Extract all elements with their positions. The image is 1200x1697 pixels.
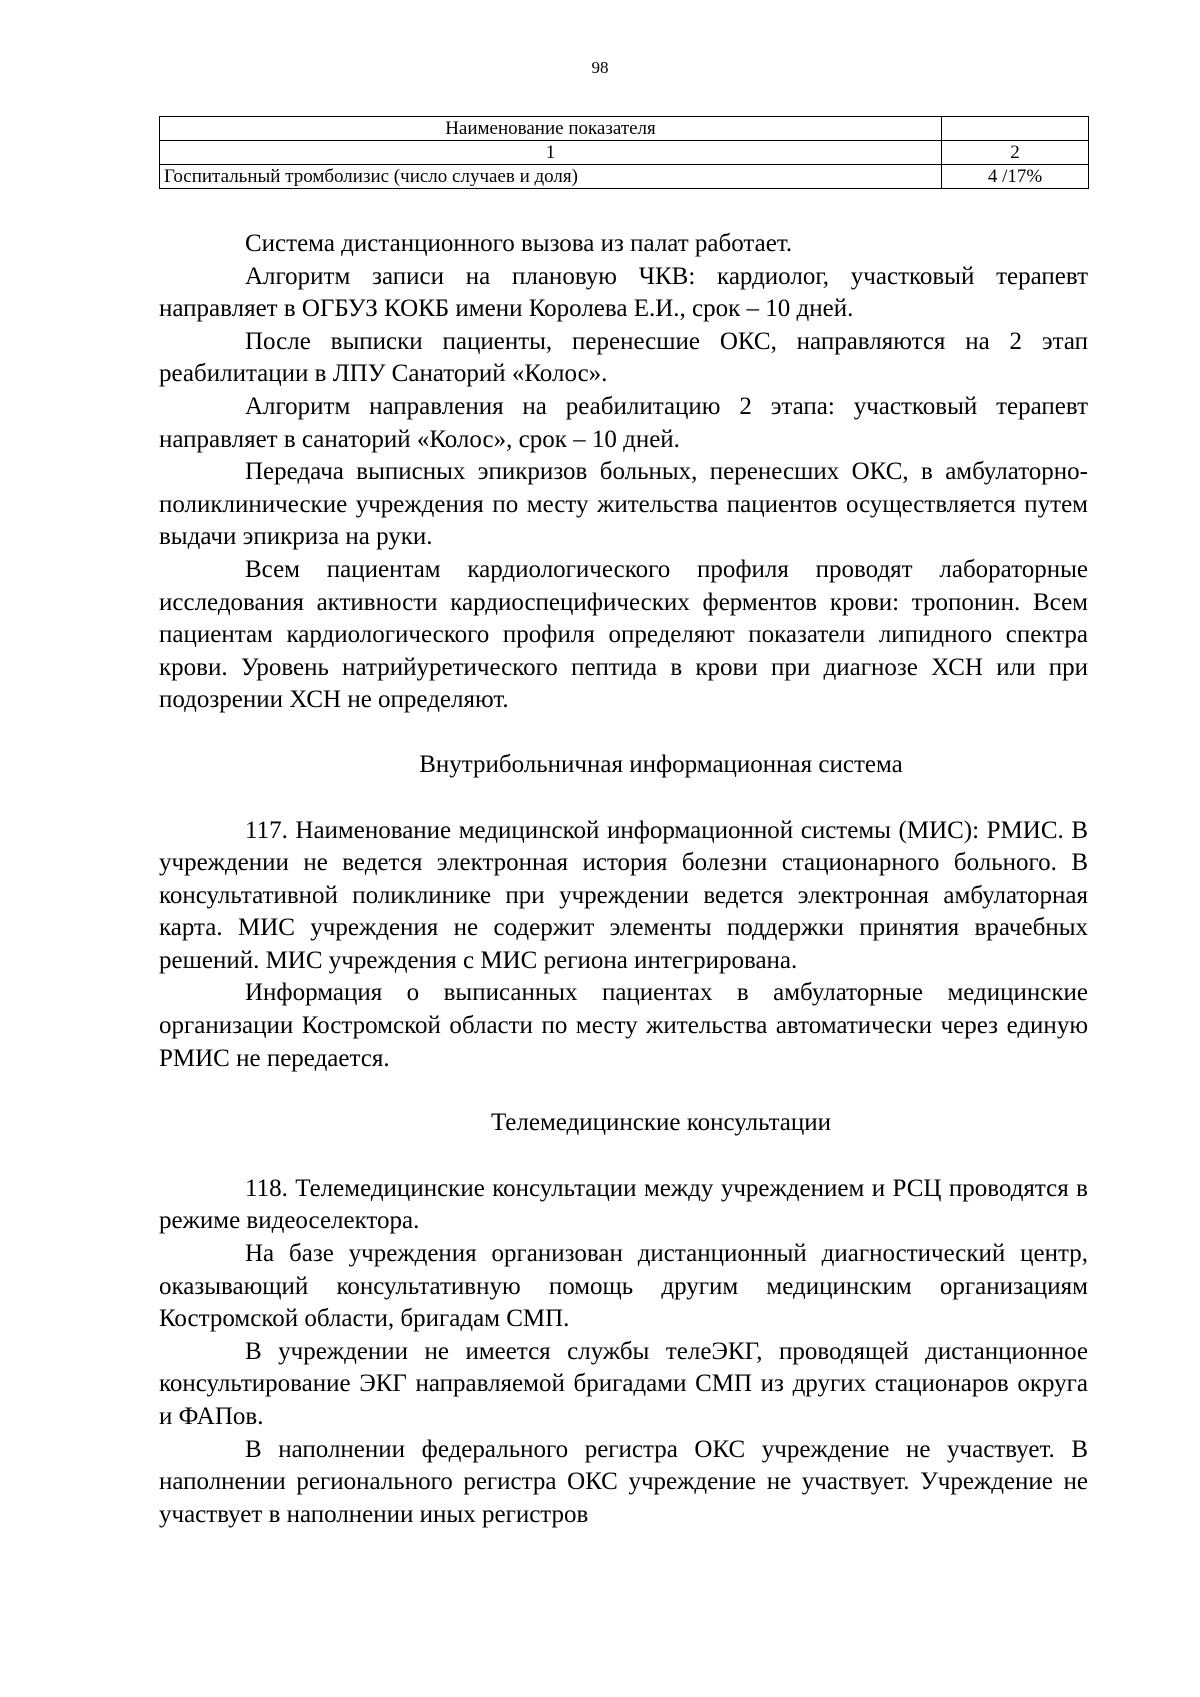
paragraph: Информация о выписанных пациентах в амбулаторные медицинские организации Костромской области по месту жительства автоматически через единую РМИС не передается. (159, 979, 1088, 1072)
table-header-value (942, 117, 1089, 141)
table-cell-indicator-name: Госпитальный тромболизис (число случаев и доля) (160, 165, 942, 189)
paragraph: 117. Наименование медицинской информационной системы (МИС): РМИС. В учреждении не ведется электронная история болезни стационарного больного. В консультативной поликлинике при учреждении ведется электронная амбулаторная карта. МИС учреждения не содержит элементы поддержки принятия врачебных решений. МИС учреждения с МИС региона интегрирована. (159, 816, 1088, 974)
page-number: 98 (591, 58, 609, 77)
paragraph: Алгоритм направления на реабилитацию 2 этапа: участковый терапевт направляет в санаторий «Колос», срок – 10 дней. (159, 392, 1088, 453)
table-column-numbers-row (160, 141, 1089, 165)
paragraph: После выписки пациенты, перенесшие ОКС, направляются на 2 этап реабилитации в ЛПУ Санаторий «Колос». (159, 327, 1088, 388)
paragraph: 118. Телемедицинские консультации между учреждением и РСЦ проводятся в режиме видеоселектора. (159, 1174, 1088, 1235)
paragraph: Система дистанционного вызова из палат работает. (245, 230, 793, 257)
paragraph: Всем пациентам кардиологического профиля проводят лабораторные исследования активности кардиоспецифических ферментов крови: тропонин. Всем пациентам кардиологического профиля определяют показатели липидного спектра крови. Уровень натрийуретического пептида в крови при диагнозе ХСН или при подозрении ХСН не определяют. (159, 555, 1088, 714)
paragraph: В наполнении федерального регистра ОКС учреждение не участвует. В наполнении регионального регистра ОКС учреждение не участвует. Учреждение не участвует в наполнении иных регистров (159, 1435, 1088, 1528)
table-col-number-1: 1 (160, 141, 942, 165)
table-header-row (160, 117, 1089, 141)
table-row (160, 165, 1089, 189)
section-heading-hospital-info-system: Внутрибольничная информационная система (419, 750, 903, 778)
paragraph: Передача выписных эпикризов больных, перенесших ОКС, в амбулаторно-поликлинические учреждения по месту жительства пациентов осуществляется путем выдачи эпикриза на руки. (159, 458, 1088, 551)
table-cell-indicator-value: 4 /17% (942, 165, 1089, 189)
document-body (159, 228, 1088, 1531)
paragraph: В учреждении не имеется службы телеЭКГ, проводящей дистанционное консультирование ЭКГ направляемой бригадами СМП из других стационаров округа и ФАПов. (159, 1337, 1088, 1430)
table-col-number-2: 2 (942, 141, 1089, 165)
paragraph: На базе учреждения организован дистанционный диагностический центр, оказывающий консультативную помощь другим медицинским организациям Костромской области, бригадам СМП. (159, 1240, 1088, 1333)
section-heading-telemedicine: Телемедицинские консультации (490, 1109, 832, 1137)
indicator-table (159, 116, 1089, 189)
table-header-name: Наименование показателя (160, 117, 942, 141)
paragraph: Алгоритм записи на плановую ЧКВ: кардиолог, участковый терапевт направляет в ОГБУЗ КОКБ имени Королева Е.И., срок – 10 дней. (159, 262, 1088, 323)
